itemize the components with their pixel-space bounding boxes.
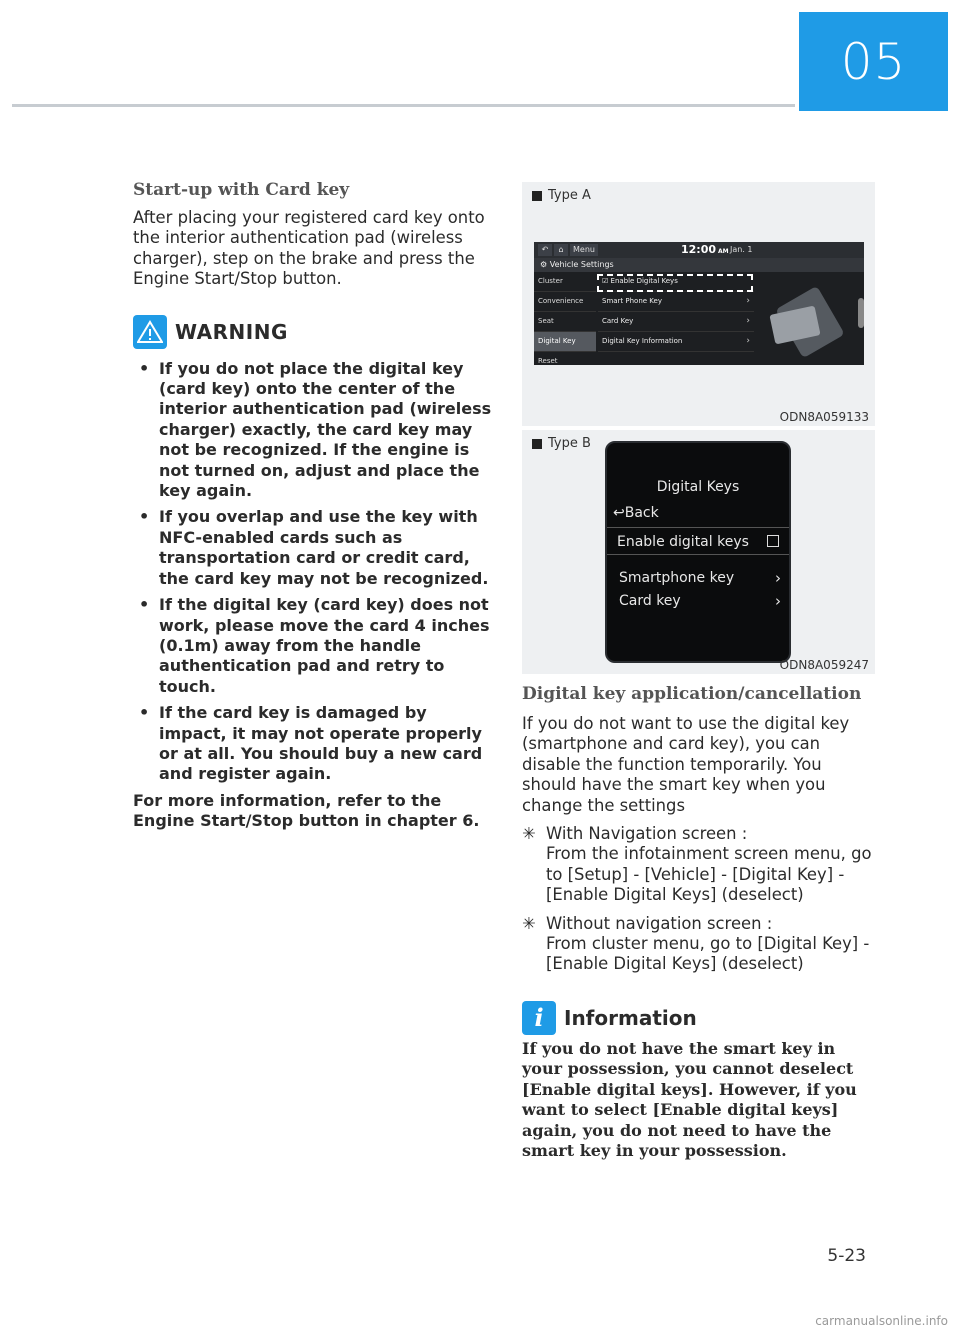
menu-button: Menu bbox=[570, 244, 598, 256]
side-menu-item: Convenience bbox=[534, 292, 596, 312]
warning-footer: For more information, refer to the Engine Start/Stop button in chapter 6. bbox=[133, 790, 480, 831]
home-icon: ⌂ bbox=[554, 244, 568, 256]
chapter-rule bbox=[12, 104, 795, 107]
warning-item: • If the digital key (card key) does not work, please move the card 4 inches (0.1m) away from the handle authentication pad and retry to touch. bbox=[139, 595, 490, 696]
warning-title: WARNING bbox=[175, 319, 288, 344]
back-icon: ↶ bbox=[538, 244, 552, 256]
warning-item: • If the card key is damaged by impact, it may not operate properly or at all. You should buy a new card and register again. bbox=[139, 703, 483, 784]
infotainment-screen bbox=[534, 242, 864, 365]
settings-item: Smart Phone Key › bbox=[598, 292, 754, 312]
watermark: carmanualsonline.info bbox=[815, 1314, 948, 1328]
asterisk-icon: ✳ bbox=[522, 824, 536, 844]
checkbox-icon: ☑ bbox=[602, 277, 611, 285]
info-icon: i bbox=[522, 1001, 556, 1035]
asterisk-icon: ✳ bbox=[522, 913, 536, 933]
chevron-right-icon: › bbox=[746, 316, 750, 326]
warning-list bbox=[133, 359, 493, 785]
side-menu-item: Seat bbox=[534, 312, 596, 332]
enable-row: Enable digital keys bbox=[607, 527, 789, 555]
back-arrow-icon: ↩ bbox=[613, 505, 625, 521]
figure-code: ODN8A059133 bbox=[779, 410, 869, 424]
cluster-screen bbox=[605, 441, 791, 663]
gear-icon: ⚙ bbox=[540, 260, 550, 269]
section-heading: Start-up with Card key bbox=[133, 180, 350, 200]
left-column bbox=[133, 180, 493, 832]
highlight-box bbox=[597, 274, 753, 292]
chevron-right-icon: › bbox=[775, 592, 781, 610]
side-menu-item: Reset bbox=[534, 352, 596, 365]
chevron-right-icon: › bbox=[746, 296, 750, 306]
side-menu-item-selected: Digital Key bbox=[534, 332, 596, 352]
chevron-right-icon: › bbox=[775, 569, 781, 587]
information-body: If you do not have the smart key in your possession, you cannot deselect [Enable digital keys]. However, if you want to select [Enable digital keys] again, you do not need to have the smart key in your possession. bbox=[522, 1038, 857, 1160]
menu-item: Card key › bbox=[619, 592, 781, 610]
warning-item: • If you overlap and use the key with NFC-enabled cards such as transportation card or credit card, the card key may not be recognized. bbox=[139, 507, 489, 588]
settings-item: Card Key › bbox=[598, 312, 754, 332]
side-menu-item: Cluster bbox=[534, 272, 596, 292]
information-header bbox=[522, 1001, 875, 1035]
square-bullet-icon bbox=[532, 439, 542, 449]
scroll-handle bbox=[858, 298, 864, 328]
screen-title: Digital Keys bbox=[656, 479, 740, 495]
figure-label: Type B bbox=[532, 436, 591, 451]
side-menu bbox=[534, 272, 596, 365]
intro-text: After placing your registered card key onto the interior authentication pad (wireless charger), step on the brake and press the Engine Start/Stop button. bbox=[133, 208, 485, 289]
settings-item: Digital Key Information › bbox=[598, 332, 754, 352]
note-item: ✳ Without navigation screen : From cluster menu, go to [Digital Key] - [Enable Digital Keys] (deselect) bbox=[522, 913, 870, 974]
chapter-tab: 05 bbox=[799, 12, 948, 111]
status-bar bbox=[534, 242, 864, 258]
right-column bbox=[522, 182, 875, 1161]
warning-item: • If you do not place the digital key (card key) onto the center of the interior authentication pad (wireless charger) exactly, the card key may not be recognized. If the engine is not turned on, adjust and place the key again. bbox=[139, 358, 492, 501]
note-item: ✳ With Navigation screen : From the infotainment screen menu, go to [Setup] - [Vehicle] - [Digital Key] - [Enable Digital Keys] (deselect) bbox=[522, 824, 872, 905]
figure-type-b bbox=[522, 430, 875, 674]
warning-triangle-icon bbox=[133, 315, 167, 349]
clock: 12:00 AM bbox=[681, 243, 729, 256]
chevron-right-icon: › bbox=[746, 336, 750, 346]
warning-header bbox=[133, 315, 493, 349]
checkbox-icon bbox=[767, 535, 779, 547]
information-title: Information bbox=[564, 1005, 697, 1030]
square-bullet-icon bbox=[532, 191, 542, 201]
figure-label: Type A bbox=[532, 188, 591, 203]
menu-item: Smartphone key › bbox=[619, 569, 781, 587]
back-row: ↩Back bbox=[613, 505, 659, 521]
settings-item: ☑ Enable Digital Keys bbox=[598, 272, 754, 292]
figure-type-a bbox=[522, 182, 875, 426]
section-heading: Digital key application/cancellation bbox=[522, 684, 862, 704]
figure-code: ODN8A059247 bbox=[779, 658, 869, 672]
date: Jan. 1 bbox=[730, 245, 753, 254]
intro-text: If you do not want to use the digital key (smartphone and card key), you can disable the function temporarily. You should have the smart key when you change the settings bbox=[522, 714, 850, 815]
page-number: 5-23 bbox=[827, 1246, 866, 1266]
settings-header: ⚙ Vehicle Settings bbox=[534, 258, 864, 272]
